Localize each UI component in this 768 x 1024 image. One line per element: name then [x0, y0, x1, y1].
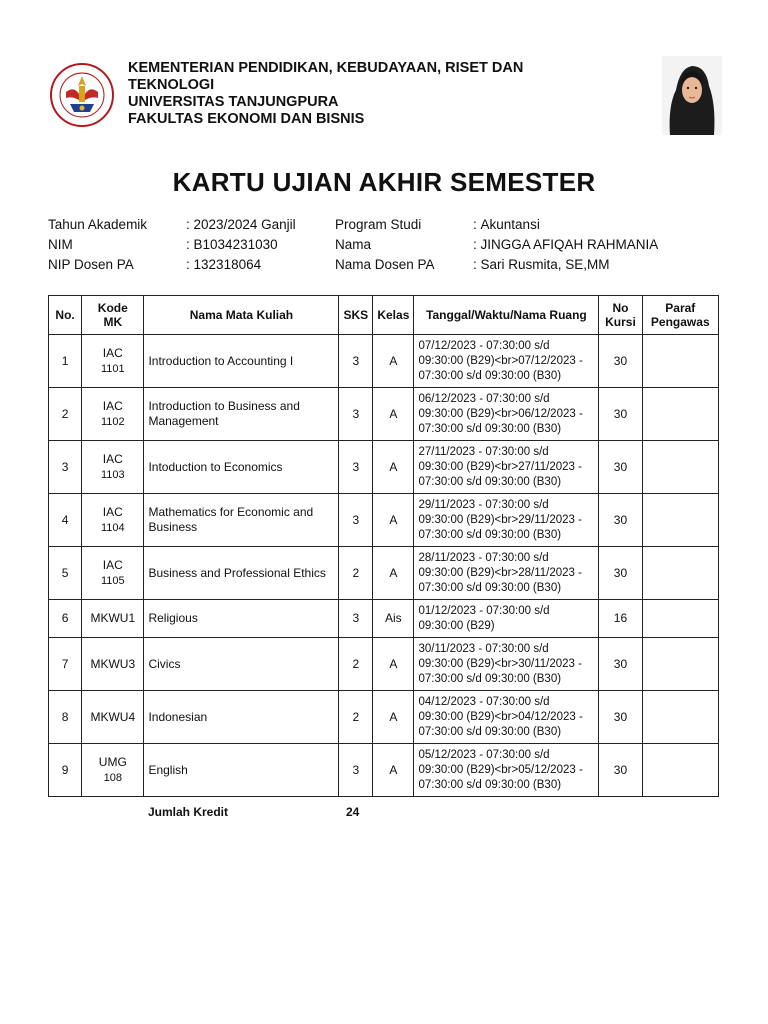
row-jadwal: 07/12/2023 - 07:30:00 s/d 09:30:00 (B29)<br>07/12/2023 - 07:30:00 s/d 09:30:00 (B30) — [414, 335, 599, 388]
row-kode: MKWU4 — [82, 691, 144, 744]
row-sks: 2 — [339, 691, 373, 744]
info-right — [335, 215, 658, 275]
table-row — [49, 744, 719, 797]
col-kode-line2: MK — [103, 315, 123, 329]
row-kode-a: UMG — [98, 754, 127, 769]
row-kode — [82, 494, 144, 547]
table-row — [49, 638, 719, 691]
row-no: 9 — [49, 744, 82, 797]
row-no: 7 — [49, 638, 82, 691]
sep: : — [473, 217, 477, 232]
row-kode-b: 1104 — [100, 521, 125, 534]
table-row — [49, 494, 719, 547]
tahun-value: 2023/2024 Ganjil — [193, 217, 296, 232]
table-row — [49, 441, 719, 494]
row-kode: MKWU3 — [82, 638, 144, 691]
row-kursi: 30 — [599, 744, 642, 797]
row-jadwal: 04/12/2023 - 07:30:00 s/d 09:30:00 (B29)<br>04/12/2023 - 07:30:00 s/d 09:30:00 (B30) — [414, 691, 599, 744]
row-nama: Introduction to Business and Management — [144, 388, 339, 441]
institution-header — [128, 60, 588, 128]
row-kode — [82, 547, 144, 600]
row-no: 3 — [49, 441, 82, 494]
row-no: 4 — [49, 494, 82, 547]
faculty-name: FAKULTAS EKONOMI DAN BISNIS — [128, 111, 365, 127]
nip-value: 132318064 — [193, 257, 262, 272]
row-sks: 3 — [339, 494, 373, 547]
row-paraf — [642, 600, 718, 638]
row-paraf — [642, 691, 718, 744]
row-kelas: A — [373, 388, 414, 441]
row-kursi: 30 — [599, 388, 642, 441]
row-nama: Religious — [144, 600, 339, 638]
col-nama: Nama Mata Kuliah — [144, 296, 339, 335]
row-kode-a: IAC — [102, 504, 123, 519]
row-kode-b: 1101 — [100, 362, 125, 375]
row-jadwal: 01/12/2023 - 07:30:00 s/d 09:30:00 (B29) — [414, 600, 599, 638]
nim-label: NIM — [48, 237, 73, 252]
col-kursi — [599, 296, 642, 335]
sep: : — [186, 257, 190, 272]
dosen-value: Sari Rusmita, SE,MM — [480, 257, 610, 272]
table-row — [49, 600, 719, 638]
row-nama: Intoduction to Economics — [144, 441, 339, 494]
row-kode-a: IAC — [102, 451, 123, 466]
sep: : — [186, 217, 190, 232]
prodi-value: Akuntansi — [480, 217, 540, 232]
row-kode-a: IAC — [102, 345, 123, 360]
row-sks: 3 — [339, 335, 373, 388]
col-sks: SKS — [339, 296, 373, 335]
row-kursi: 30 — [599, 441, 642, 494]
ministry-name-line2: TEKNOLOGI — [128, 77, 215, 93]
nim-value: B1034231030 — [193, 237, 278, 252]
nama-value: JINGGA AFIQAH RAHMANIA — [480, 237, 659, 252]
row-paraf — [642, 494, 718, 547]
row-no: 8 — [49, 691, 82, 744]
row-kelas: A — [373, 744, 414, 797]
row-sks: 2 — [339, 547, 373, 600]
row-no: 2 — [49, 388, 82, 441]
row-kode-b: 1102 — [100, 415, 125, 428]
table-row — [49, 547, 719, 600]
col-paraf — [642, 296, 718, 335]
row-sks: 3 — [339, 441, 373, 494]
row-kursi: 30 — [599, 638, 642, 691]
row-kode-a: IAC — [102, 557, 123, 572]
row-sks: 2 — [339, 638, 373, 691]
col-kelas: Kelas — [373, 296, 414, 335]
tahun-label: Tahun Akademik — [48, 217, 148, 232]
student-photo — [662, 56, 722, 135]
col-paraf-line2: Pengawas — [650, 315, 710, 329]
row-kode — [82, 441, 144, 494]
row-kelas: A — [373, 691, 414, 744]
row-sks: 3 — [339, 744, 373, 797]
row-no: 1 — [49, 335, 82, 388]
row-kursi: 30 — [599, 691, 642, 744]
row-jadwal: 29/11/2023 - 07:30:00 s/d 09:30:00 (B29)<br>29/11/2023 - 07:30:00 s/d 09:30:00 (B30) — [414, 494, 599, 547]
col-paraf-line1: Paraf — [665, 301, 696, 315]
row-kode-b: 1105 — [100, 574, 125, 587]
row-kode-a: IAC — [102, 398, 123, 413]
table-header-row — [49, 296, 719, 335]
row-no: 5 — [49, 547, 82, 600]
row-kelas: Ais — [373, 600, 414, 638]
row-paraf — [642, 638, 718, 691]
row-kelas: A — [373, 547, 414, 600]
row-kursi: 30 — [599, 335, 642, 388]
row-no: 6 — [49, 600, 82, 638]
col-kode-line1: Kode — [97, 301, 128, 315]
row-nama: Indonesian — [144, 691, 339, 744]
col-no: No. — [49, 296, 82, 335]
row-kursi: 16 — [599, 600, 642, 638]
col-tanggal: Tanggal/Waktu/Nama Ruang — [414, 296, 599, 335]
sep: : — [473, 257, 477, 272]
sep: : — [186, 237, 190, 252]
nip-label: NIP Dosen PA — [48, 257, 134, 272]
row-kode — [82, 744, 144, 797]
sep: : — [473, 237, 477, 252]
university-logo — [48, 62, 116, 128]
row-kelas: A — [373, 335, 414, 388]
row-jadwal: 27/11/2023 - 07:30:00 s/d 09:30:00 (B29)<br>27/11/2023 - 07:30:00 s/d 09:30:00 (B30) — [414, 441, 599, 494]
table-row — [49, 388, 719, 441]
row-kode-b: 1103 — [100, 468, 125, 481]
row-jadwal: 28/11/2023 - 07:30:00 s/d 09:30:00 (B29)<br>28/11/2023 - 07:30:00 s/d 09:30:00 (B30) — [414, 547, 599, 600]
row-kursi: 30 — [599, 547, 642, 600]
row-nama: Introduction to Accounting I — [144, 335, 339, 388]
page-title: KARTU UJIAN AKHIR SEMESTER — [172, 167, 596, 197]
row-kelas: A — [373, 441, 414, 494]
col-kursi-line2: Kursi — [605, 315, 636, 329]
total-credit-label: Jumlah Kredit — [148, 805, 229, 819]
prodi-label: Program Studi — [335, 217, 422, 232]
nama-label: Nama — [335, 237, 372, 252]
row-kursi: 30 — [599, 494, 642, 547]
row-jadwal: 30/11/2023 - 07:30:00 s/d 09:30:00 (B29)<br>30/11/2023 - 07:30:00 s/d 09:30:00 (B30) — [414, 638, 599, 691]
row-sks: 3 — [339, 600, 373, 638]
row-paraf — [642, 335, 718, 388]
row-paraf — [642, 441, 718, 494]
info-left — [48, 215, 296, 275]
ministry-name-line1: KEMENTERIAN PENDIDIKAN, KEBUDAYAAN, RISET DAN — [128, 60, 524, 76]
row-paraf — [642, 744, 718, 797]
row-jadwal: 05/12/2023 - 07:30:00 s/d 09:30:00 (B29)<br>05/12/2023 - 07:30:00 s/d 09:30:00 (B30) — [414, 744, 599, 797]
row-sks: 3 — [339, 388, 373, 441]
row-kode — [82, 335, 144, 388]
dosen-label: Nama Dosen PA — [335, 257, 435, 272]
row-paraf — [642, 388, 718, 441]
university-name: UNIVERSITAS TANJUNGPURA — [128, 94, 339, 110]
table-row — [49, 691, 719, 744]
row-nama: Business and Professional Ethics — [144, 547, 339, 600]
col-kode — [82, 296, 144, 335]
row-jadwal: 06/12/2023 - 07:30:00 s/d 09:30:00 (B29)<br>06/12/2023 - 07:30:00 s/d 09:30:00 (B30) — [414, 388, 599, 441]
row-kode — [82, 388, 144, 441]
row-nama: English — [144, 744, 339, 797]
row-paraf — [642, 547, 718, 600]
row-kode-b: 108 — [103, 771, 122, 784]
row-kelas: A — [373, 638, 414, 691]
row-nama: Mathematics for Economic and Business — [144, 494, 339, 547]
col-kursi-line1: No — [612, 301, 629, 315]
row-kode: MKWU1 — [82, 600, 144, 638]
row-nama: Civics — [144, 638, 339, 691]
table-row — [49, 335, 719, 388]
total-credit-value: 24 — [346, 805, 360, 819]
exam-schedule-table — [48, 295, 719, 797]
row-kelas: A — [373, 494, 414, 547]
